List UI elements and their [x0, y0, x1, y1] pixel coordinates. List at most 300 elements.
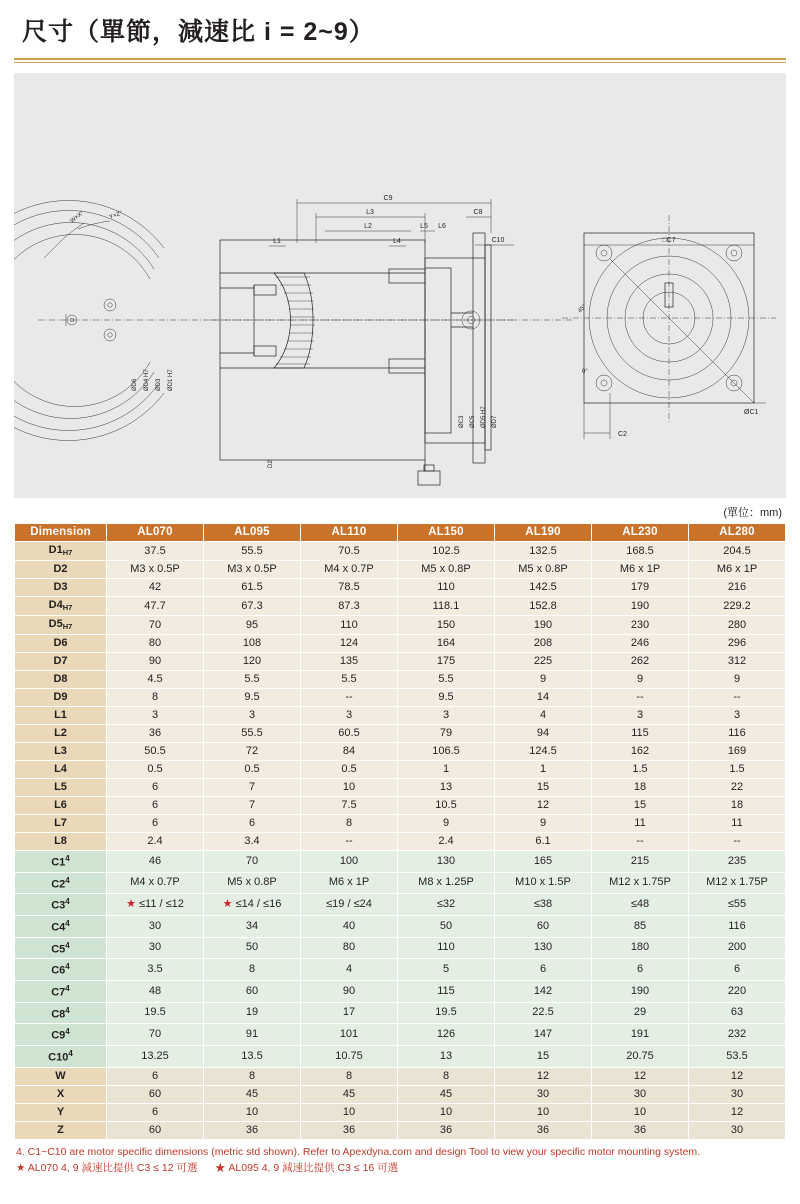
label-l6: L6 [438, 223, 446, 230]
cell-y-al110: 10 [301, 1103, 398, 1121]
table-row [15, 671, 786, 689]
cell-d9-al070: 8 [107, 689, 204, 707]
cell-l8-al095: 3.4 [204, 833, 301, 851]
cell-c2-al110: M6 x 1P [301, 872, 398, 894]
cell-l1-al190: 4 [495, 707, 592, 725]
row-label-d3: D3 [15, 579, 107, 597]
cell-d4-al230: 190 [592, 597, 689, 616]
cell-l8-al150: 2.4 [398, 833, 495, 851]
row-label-l8: L8 [15, 833, 107, 851]
cell-c7-al280: 220 [689, 980, 786, 1002]
col-al230: AL230 [592, 524, 689, 542]
row-label-z: Z [15, 1121, 107, 1139]
label-l1: L1 [273, 238, 281, 245]
cell-l1-al095: 3 [204, 707, 301, 725]
cell-d8-al280: 9 [689, 671, 786, 689]
table-row [15, 894, 786, 916]
cell-c1-al280: 235 [689, 851, 786, 873]
cell-d5-al230: 230 [592, 616, 689, 635]
cell-l6-al190: 12 [495, 797, 592, 815]
table-row [15, 689, 786, 707]
cell-l1-al110: 3 [301, 707, 398, 725]
cell-d1-al190: 132.5 [495, 542, 592, 561]
cell-d2-al280: M6 x 1P [689, 561, 786, 579]
cell-d2-al190: M5 x 0.8P [495, 561, 592, 579]
cell-l5-al095: 7 [204, 779, 301, 797]
drawing-left-flange [14, 201, 574, 441]
table-row [15, 597, 786, 616]
cell-l3-al110: 84 [301, 743, 398, 761]
cell-c8-al095: 19 [204, 1002, 301, 1024]
table-row [15, 707, 786, 725]
cell-d5-al150: 150 [398, 616, 495, 635]
cell-w-al150: 8 [398, 1067, 495, 1085]
cell-l6-al230: 15 [592, 797, 689, 815]
cell-c9-al190: 147 [495, 1024, 592, 1046]
cell-l2-al280: 116 [689, 725, 786, 743]
cell-d8-al095: 5.5 [204, 671, 301, 689]
row-label-c10: $C10^4$ [15, 1045, 107, 1067]
cell-c7-al070: 48 [107, 980, 204, 1002]
cell-d5-al190: 190 [495, 616, 592, 635]
cell-d7-al070: 90 [107, 653, 204, 671]
col-al070: AL070 [107, 524, 204, 542]
table-row [15, 872, 786, 894]
cell-c9-al095: 91 [204, 1024, 301, 1046]
cell-c8-al150: 19.5 [398, 1002, 495, 1024]
cell-d8-al230: 9 [592, 671, 689, 689]
cell-z-al070: 60 [107, 1121, 204, 1139]
table-row [15, 561, 786, 579]
col-al110: AL110 [301, 524, 398, 542]
cell-d8-al110: 5.5 [301, 671, 398, 689]
table-row [15, 937, 786, 959]
table-row [15, 851, 786, 873]
cell-c2-al280: M12 x 1.75P [689, 872, 786, 894]
cell-c4-al230: 85 [592, 915, 689, 937]
cell-l1-al280: 3 [689, 707, 786, 725]
cell-c1-al095: 70 [204, 851, 301, 873]
label-c3: ØC3 [459, 415, 465, 428]
cell-c6-al070: 3.5 [107, 959, 204, 981]
cell-c9-al150: 126 [398, 1024, 495, 1046]
table-row [15, 1085, 786, 1103]
cell-d4-al095: 67.3 [204, 597, 301, 616]
cell-d7-al280: 312 [689, 653, 786, 671]
cell-c10-al190: 15 [495, 1045, 592, 1067]
cell-c6-al110: 4 [301, 959, 398, 981]
cell-z-al280: 30 [689, 1121, 786, 1139]
header-divider-thin [14, 62, 786, 63]
page-title: 尺寸（單節，減速比 i = 2~9） [22, 18, 375, 46]
cell-l5-al280: 22 [689, 779, 786, 797]
cell-c8-al190: 22.5 [495, 1002, 592, 1024]
cell-l6-al110: 7.5 [301, 797, 398, 815]
cell-z-al230: 36 [592, 1121, 689, 1139]
row-label-c6: $C6^4$ [15, 959, 107, 981]
cell-c4-al095: 34 [204, 915, 301, 937]
table-row [15, 653, 786, 671]
cell-c6-al095: 8 [204, 959, 301, 981]
drawing-cross-section [210, 233, 514, 485]
cell-c8-al230: 29 [592, 1002, 689, 1024]
cell-d4-al280: 229.2 [689, 597, 786, 616]
cell-d6-al230: 246 [592, 635, 689, 653]
cell-l7-al190: 9 [495, 815, 592, 833]
cell-d8-al190: 9 [495, 671, 592, 689]
cell-c5-al110: 80 [301, 937, 398, 959]
cell-c6-al280: 6 [689, 959, 786, 981]
drawing-top-dimensions [269, 195, 514, 246]
cell-c10-al230: 20.75 [592, 1045, 689, 1067]
table-row [15, 779, 786, 797]
cell-x-al280: 30 [689, 1085, 786, 1103]
label-d6: ØD6 [132, 378, 138, 391]
cell-d7-al190: 225 [495, 653, 592, 671]
cell-c3-al280: ≤55 [689, 894, 786, 916]
cell-d7-al230: 262 [592, 653, 689, 671]
cell-d9-al280: -- [689, 689, 786, 707]
cell-l8-al280: -- [689, 833, 786, 851]
cell-d9-al110: -- [301, 689, 398, 707]
cell-d4-al150: 118.1 [398, 597, 495, 616]
cell-l4-al070: 0.5 [107, 761, 204, 779]
cell-c9-al110: 101 [301, 1024, 398, 1046]
label-45deg: 45° [577, 303, 588, 315]
cell-d4-al070: 47.7 [107, 597, 204, 616]
table-header-row [15, 524, 786, 542]
cell-c4-al070: 30 [107, 915, 204, 937]
cell-l5-al190: 15 [495, 779, 592, 797]
cell-l4-al110: 0.5 [301, 761, 398, 779]
footnotes [16, 1145, 784, 1176]
cell-l5-al150: 13 [398, 779, 495, 797]
cell-l6-al095: 7 [204, 797, 301, 815]
cell-d2-al095: M3 x 0.5P [204, 561, 301, 579]
cell-d6-al150: 164 [398, 635, 495, 653]
label-c9: C9 [383, 195, 393, 202]
cell-x-al095: 45 [204, 1085, 301, 1103]
cell-c9-al070: 70 [107, 1024, 204, 1046]
cell-c3-al110: ≤19 / ≤24 [301, 894, 398, 916]
cell-c7-al230: 190 [592, 980, 689, 1002]
cell-l5-al110: 10 [301, 779, 398, 797]
cell-d3-al230: 179 [592, 579, 689, 597]
cell-d3-al095: 61.5 [204, 579, 301, 597]
cell-d3-al110: 78.5 [301, 579, 398, 597]
cell-d5-al095: 95 [204, 616, 301, 635]
cell-d9-al150: 9.5 [398, 689, 495, 707]
label-0deg: 0° [582, 369, 588, 375]
row-label-c5: $C5^4$ [15, 937, 107, 959]
cell-c7-al095: 60 [204, 980, 301, 1002]
table-row [15, 1002, 786, 1024]
cell-c7-al110: 90 [301, 980, 398, 1002]
table-row [15, 980, 786, 1002]
cell-c1-al110: 100 [301, 851, 398, 873]
label-d4: ØD4 H7 [144, 369, 150, 391]
table-row [15, 1045, 786, 1067]
label-c8: C8 [473, 209, 483, 216]
cell-d2-al150: M5 x 0.8P [398, 561, 495, 579]
row-label-c2: $C2^4$ [15, 872, 107, 894]
table-row [15, 1024, 786, 1046]
cell-c2-al095: M5 x 0.8P [204, 872, 301, 894]
cell-l3-al190: 124.5 [495, 743, 592, 761]
row-label-l6: L6 [15, 797, 107, 815]
table-row [15, 815, 786, 833]
footnote-al070: ★ AL070 4, 9 減速比提供 C3 ≤ 12 可選 [16, 1161, 198, 1174]
cell-d9-al190: 14 [495, 689, 592, 707]
cell-d5-al280: 280 [689, 616, 786, 635]
cell-l1-al230: 3 [592, 707, 689, 725]
label-d7: ØD7 [492, 415, 498, 428]
cell-c2-al190: M10 x 1.5P [495, 872, 592, 894]
cell-c10-al150: 13 [398, 1045, 495, 1067]
cell-d5-al070: 70 [107, 616, 204, 635]
row-label-d1: $D1_{H7}$ [15, 542, 107, 561]
cell-z-al110: 36 [301, 1121, 398, 1139]
cell-l7-al280: 11 [689, 815, 786, 833]
cell-l8-al190: 6.1 [495, 833, 592, 851]
label-d2: D2 [268, 460, 274, 468]
label-c5: ØC5 [470, 415, 476, 428]
row-label-c4: $C4^4$ [15, 915, 107, 937]
header-divider-thick [14, 58, 786, 60]
cell-c5-al095: 50 [204, 937, 301, 959]
cell-c4-al280: 116 [689, 915, 786, 937]
cell-x-al230: 30 [592, 1085, 689, 1103]
cell-c2-al230: M12 x 1.75P [592, 872, 689, 894]
cell-c1-al230: 215 [592, 851, 689, 873]
row-label-l1: L1 [15, 707, 107, 725]
cell-c10-al280: 53.5 [689, 1045, 786, 1067]
table-row [15, 1103, 786, 1121]
cell-w-al110: 8 [301, 1067, 398, 1085]
cell-d3-al150: 110 [398, 579, 495, 597]
cell-d8-al070: 4.5 [107, 671, 204, 689]
cell-c6-al190: 6 [495, 959, 592, 981]
table-row [15, 915, 786, 937]
cell-w-al280: 12 [689, 1067, 786, 1085]
cell-d2-al230: M6 x 1P [592, 561, 689, 579]
cell-l7-al095: 6 [204, 815, 301, 833]
cell-w-al070: 6 [107, 1067, 204, 1085]
cell-l8-al230: -- [592, 833, 689, 851]
label-c7: □C7 [662, 237, 676, 244]
cell-d3-al070: 42 [107, 579, 204, 597]
cell-y-al095: 10 [204, 1103, 301, 1121]
cell-d3-al190: 142.5 [495, 579, 592, 597]
cell-d6-al280: 296 [689, 635, 786, 653]
cell-d8-al150: 5.5 [398, 671, 495, 689]
label-d5: ØD5 H7 [481, 406, 487, 428]
cell-l3-al095: 72 [204, 743, 301, 761]
cell-l6-al280: 18 [689, 797, 786, 815]
label-l4: L4 [393, 238, 401, 245]
cell-d4-al190: 152.8 [495, 597, 592, 616]
row-label-c3: $C3^4$ [15, 894, 107, 916]
cell-c1-al190: 165 [495, 851, 592, 873]
cell-c3-al190: ≤38 [495, 894, 592, 916]
cell-l2-al110: 60.5 [301, 725, 398, 743]
cell-c6-al230: 6 [592, 959, 689, 981]
cell-l4-al230: 1.5 [592, 761, 689, 779]
table-row [15, 1067, 786, 1085]
cell-x-al110: 45 [301, 1085, 398, 1103]
cell-c7-al190: 142 [495, 980, 592, 1002]
row-label-d4: $D4_{H7}$ [15, 597, 107, 616]
label-yz: Y×Z° [108, 210, 124, 221]
cell-c1-al070: 46 [107, 851, 204, 873]
row-label-d6: D6 [15, 635, 107, 653]
table-row [15, 635, 786, 653]
cell-l6-al150: 10.5 [398, 797, 495, 815]
row-label-d8: D8 [15, 671, 107, 689]
cell-l4-al280: 1.5 [689, 761, 786, 779]
row-label-d5: $D5_{H7}$ [15, 616, 107, 635]
cell-l3-al150: 106.5 [398, 743, 495, 761]
dimension-table [14, 523, 786, 1140]
col-al150: AL150 [398, 524, 495, 542]
cell-c6-al150: 5 [398, 959, 495, 981]
cell-c4-al110: 40 [301, 915, 398, 937]
cell-l4-al095: 0.5 [204, 761, 301, 779]
label-d1: ØD1 H7 [168, 369, 174, 391]
cell-c2-al150: M8 x 1.25P [398, 872, 495, 894]
cell-c4-al150: 50 [398, 915, 495, 937]
cell-l2-al190: 94 [495, 725, 592, 743]
cell-x-al070: 60 [107, 1085, 204, 1103]
cell-y-al150: 10 [398, 1103, 495, 1121]
row-label-l4: L4 [15, 761, 107, 779]
cell-c3-al230: ≤48 [592, 894, 689, 916]
cell-c1-al150: 130 [398, 851, 495, 873]
cell-x-al190: 30 [495, 1085, 592, 1103]
cell-d1-al110: 70.5 [301, 542, 398, 561]
cell-c5-al070: 30 [107, 937, 204, 959]
row-label-l5: L5 [15, 779, 107, 797]
cell-y-al280: 12 [689, 1103, 786, 1121]
cell-l7-al150: 9 [398, 815, 495, 833]
row-label-d7: D7 [15, 653, 107, 671]
cell-d1-al095: 55.5 [204, 542, 301, 561]
cell-l8-al110: -- [301, 833, 398, 851]
cell-c10-al110: 10.75 [301, 1045, 398, 1067]
cell-l7-al110: 8 [301, 815, 398, 833]
cell-c8-al070: 19.5 [107, 1002, 204, 1024]
table-row [15, 725, 786, 743]
unit-note: (單位：mm) [723, 507, 782, 519]
cell-l3-al070: 50.5 [107, 743, 204, 761]
cell-d6-al110: 124 [301, 635, 398, 653]
cell-c9-al230: 191 [592, 1024, 689, 1046]
technical-drawing-panel [14, 73, 786, 498]
cell-l1-al150: 3 [398, 707, 495, 725]
cell-d2-al110: M4 x 0.7P [301, 561, 398, 579]
table-row [15, 579, 786, 597]
table-row [15, 616, 786, 635]
label-l5: L5 [420, 223, 428, 230]
row-label-l2: L2 [15, 725, 107, 743]
cell-l4-al190: 1 [495, 761, 592, 779]
cell-l6-al070: 6 [107, 797, 204, 815]
row-label-l3: L3 [15, 743, 107, 761]
label-c1: ØC1 [744, 409, 759, 416]
cell-d6-al095: 108 [204, 635, 301, 653]
cell-c10-al095: 13.5 [204, 1045, 301, 1067]
cell-c8-al280: 63 [689, 1002, 786, 1024]
cell-c9-al280: 232 [689, 1024, 786, 1046]
cell-d1-al230: 168.5 [592, 542, 689, 561]
cell-c4-al190: 60 [495, 915, 592, 937]
drawing-diameter-labels-left [132, 369, 174, 391]
footnote-line-2 [16, 1161, 784, 1176]
cell-l2-al230: 115 [592, 725, 689, 743]
cell-d7-al110: 135 [301, 653, 398, 671]
cell-d5-al110: 110 [301, 616, 398, 635]
cell-d3-al280: 216 [689, 579, 786, 597]
row-label-c7: $C7^4$ [15, 980, 107, 1002]
table-row [15, 833, 786, 851]
row-label-c9: $C9^4$ [15, 1024, 107, 1046]
table-row [15, 1121, 786, 1139]
cell-d7-al095: 120 [204, 653, 301, 671]
row-label-l7: L7 [15, 815, 107, 833]
cell-l8-al070: 2.4 [107, 833, 204, 851]
cell-c5-al150: 110 [398, 937, 495, 959]
cell-l2-al095: 55.5 [204, 725, 301, 743]
table-row [15, 542, 786, 561]
cell-d2-al070: M3 x 0.5P [107, 561, 204, 579]
cell-z-al190: 36 [495, 1121, 592, 1139]
cell-c3-al150: ≤32 [398, 894, 495, 916]
table-row [15, 797, 786, 815]
cell-d6-al190: 208 [495, 635, 592, 653]
cell-d1-al280: 204.5 [689, 542, 786, 561]
cell-w-al230: 12 [592, 1067, 689, 1085]
col-al190: AL190 [495, 524, 592, 542]
cell-z-al150: 36 [398, 1121, 495, 1139]
cell-l7-al070: 6 [107, 815, 204, 833]
cell-d1-al070: 37.5 [107, 542, 204, 561]
cell-c5-al190: 130 [495, 937, 592, 959]
table-row [15, 959, 786, 981]
label-c10: C10 [491, 237, 505, 244]
col-dimension: Dimension [15, 524, 107, 542]
cell-d4-al110: 87.3 [301, 597, 398, 616]
cell-d9-al095: 9.5 [204, 689, 301, 707]
cell-c3-al070: ★ ≤11 / ≤12 [107, 894, 204, 916]
drawing-center-labels [261, 406, 498, 498]
label-wx: W×X° [69, 210, 86, 225]
cell-l5-al070: 6 [107, 779, 204, 797]
cell-y-al230: 10 [592, 1103, 689, 1121]
cell-l3-al280: 169 [689, 743, 786, 761]
cell-y-al190: 10 [495, 1103, 592, 1121]
cell-l3-al230: 162 [592, 743, 689, 761]
row-label-d9: D9 [15, 689, 107, 707]
cell-l1-al070: 3 [107, 707, 204, 725]
cell-l5-al230: 18 [592, 779, 689, 797]
cell-d6-al070: 80 [107, 635, 204, 653]
label-c2: C2 [618, 431, 627, 438]
cell-c7-al150: 115 [398, 980, 495, 1002]
cell-l7-al230: 11 [592, 815, 689, 833]
cell-d9-al230: -- [592, 689, 689, 707]
footnote-al095: ★ AL095 4, 9 減速比提供 C3 ≤ 16 可選 [215, 1161, 399, 1174]
cell-d7-al150: 175 [398, 653, 495, 671]
